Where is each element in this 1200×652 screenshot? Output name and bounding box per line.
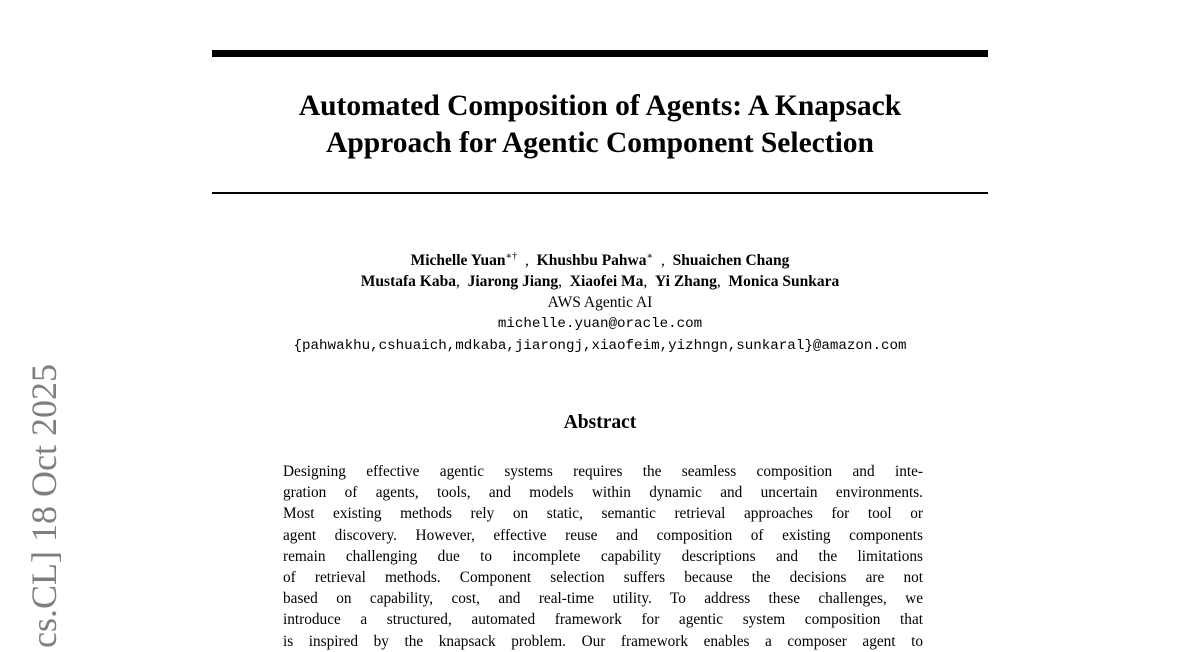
- author-name: Yi Zhang: [655, 273, 717, 290]
- author-line-1: Michelle Yuan∗† , Khushbu Pahwa∗ , Shuaichen Chang: [410, 251, 790, 269]
- abstract-line: introduce a structured, automated framework for agentic system composition that: [283, 611, 923, 629]
- author-name: Xiaofei Ma: [569, 273, 644, 290]
- paper-title: [212, 88, 988, 162]
- title-bottom-rule: [212, 192, 988, 194]
- author-name: Monica Sunkara: [728, 273, 840, 290]
- title-line-1: Automated Composition of Agents: A Knapsack: [298, 90, 902, 122]
- abstract-line: of retrieval methods. Component selection suffers because the decisions are not: [283, 569, 923, 587]
- author-name: Michelle Yuan: [410, 252, 506, 269]
- abstract-line: based on capability, cost, and real-time utility. To address these challenges, we: [283, 590, 923, 608]
- title-top-rule: [212, 50, 988, 57]
- abstract-line: is inspired by the knapsack problem. Our framework enables a composer agent to: [283, 632, 923, 650]
- abstract-line: Most existing methods rely on static, semantic retrieval approaches for tool or: [283, 505, 923, 523]
- abstract-body: [283, 461, 923, 652]
- author-name: Mustafa Kaba: [360, 273, 456, 290]
- author-block: [212, 250, 988, 313]
- arxiv-identifier-stamp: [24, 364, 64, 648]
- email-block: [150, 313, 1050, 357]
- abstract-heading: Abstract: [563, 412, 637, 433]
- abstract-line: Designing effective agentic systems requires the seamless composition and inte-: [283, 463, 923, 480]
- affiliation: AWS Agentic AI: [547, 294, 653, 311]
- title-line-2: Approach for Agentic Component Selection: [326, 127, 874, 159]
- author-mark: ∗†: [505, 251, 518, 262]
- author-mark: ∗: [646, 251, 654, 262]
- abstract-line: gration of agents, tools, and models within dynamic and uncertain environments.: [283, 484, 923, 502]
- author-name: Khushbu Pahwa: [536, 252, 647, 269]
- abstract-line: agent discovery. However, effective reuse and composition of existing components: [283, 526, 923, 544]
- email-group: {pahwakhu,cshuaich,mdkaba,jiarongj,xiaofeim,yizhngn,sunkaral}@amazon.com: [293, 338, 907, 354]
- author-line-2: Mustafa Kaba, Jiarong Jiang, Xiaofei Ma, Yi Zhang, Monica Sunkara: [360, 273, 840, 290]
- email-primary: michelle.yuan@oracle.com: [497, 316, 703, 332]
- author-name: Jiarong Jiang: [467, 273, 559, 290]
- arxiv-stamp-text: cs.CL] 18 Oct 2025: [24, 364, 64, 648]
- author-name: Shuaichen Chang: [672, 252, 790, 269]
- abstract-line: remain challenging due to incomplete capability descriptions and the limitations: [283, 547, 923, 565]
